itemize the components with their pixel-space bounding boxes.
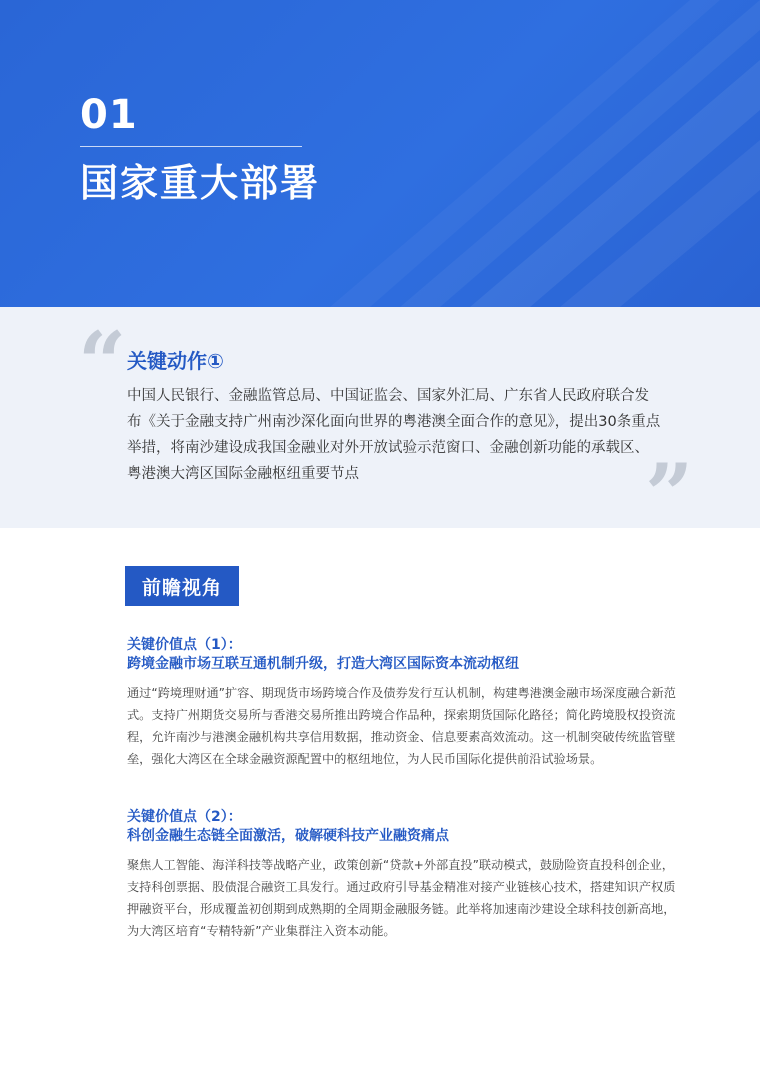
value-point-heading: 跨境金融市场互联互通机制升级，打造大湾区国际资本流动枢纽 [127,656,519,672]
header-banner [0,0,760,307]
title-divider [80,146,302,147]
value-point-label: 关键价值点（2）： [127,809,242,825]
key-action-text: 中国人民银行、金融监管总局、中国证监会、国家外汇局、广东省人民政府联合发布《关于金融支持广州南沙深化面向世界的粤港澳全面合作的意见》，提出30条重点举措，将南沙建设成我国金融业对外开放试验示范窗口、金融创新功能的承载区、粤港澳大湾区国际金融枢纽重要节点 [127,388,661,482]
value-point [127,636,677,770]
section-number: 01 [80,92,138,138]
section-title: 国家重大部署 [80,161,321,205]
key-action-panel [0,307,760,544]
value-point-body: 聚焦人工智能、海洋科技等战略产业，政策创新“贷款+外部直投”联动模式，鼓励险资直投科创企业，支持科创票据、股债混合融资工具发行。通过政府引导基金精准对接产业链核心技术，搭建知识产权质押融资平台，形成覆盖初创期到成熟期的全周期金融服务链。此举将加速南沙建设全球科技创新高地，为大湾区培育“专精特新”产业集群注入资本动能。 [127,858,676,938]
open-quote-icon: “ [78,313,127,412]
key-action-title: 关键动作① [127,349,224,373]
value-point-body: 通过“跨境理财通”扩容、期现货市场跨境合作及债券发行互认机制，构建粤港澳金融市场深度融合新范式。支持广州期货交易所与香港交易所推出跨境合作品种，探索期货国际化路径；简化跨境股权投资流程，允许南沙与港澳金融机构共享信用数据，推动资金、信息要素高效流动。这一机制突破传统监管壁垒，强化大湾区在全球金融资源配置中的枢纽地位，为人民币国际化提供前沿试验场景。 [127,686,676,766]
outlook-badge: 前瞻视角 [125,566,239,606]
value-point [127,808,677,942]
close-quote-icon: ” [645,445,694,544]
value-point-label: 关键价值点（1）： [127,637,242,653]
value-point-heading: 科创金融生态链全面激活，破解硬科技产业融资痛点 [127,828,449,844]
